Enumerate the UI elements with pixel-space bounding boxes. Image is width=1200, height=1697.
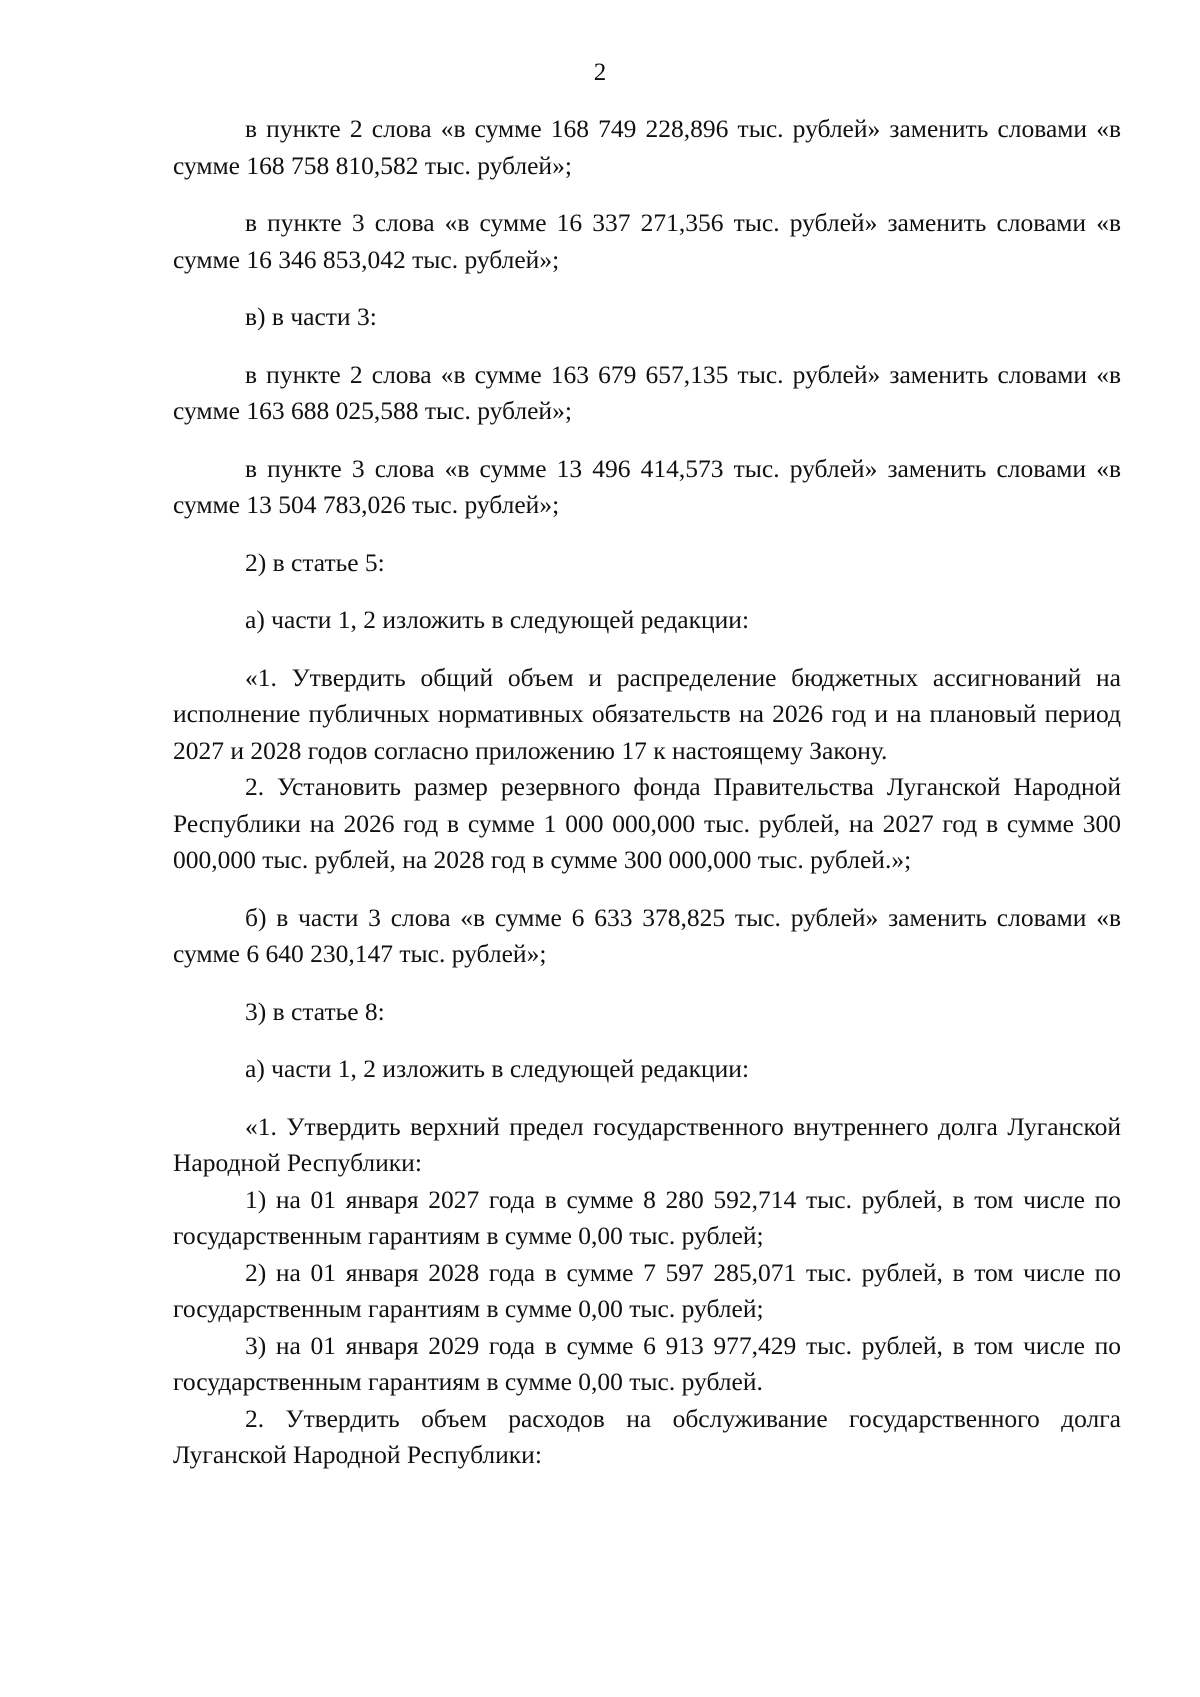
paragraph-amendment-p2-sum: в пункте 2 слова «в сумме 168 749 228,896 тыс. рублей» заменить словами «в сумме 168 758 810,582 тыс. рублей»;: [173, 114, 1121, 180]
paragraph-part3-p2: в пункте 2 слова «в сумме 163 679 657,135 тыс. рублей» заменить словами «в сумме 163 688 025,588 тыс. рублей»;: [173, 359, 1121, 425]
paragraph-debt-limit-2027: 1) на 01 января 2027 года в сумме 8 280 592,714 тыс. рублей, в том числе по государственным гарантиям в сумме 0,00 тыс. рублей;: [173, 1184, 1121, 1250]
paragraph-part3-heading: в) в части 3:: [245, 302, 377, 331]
paragraph-article8-part1: «1. Утвердить верхний предел государственного внутреннего долга Луганской Народной Республики:: [173, 1111, 1121, 1177]
paragraph-article5-a: а) части 1, 2 изложить в следующей редакции:: [245, 605, 750, 634]
paragraph-article5-part2: 2. Установить размер резервного фонда Правительства Луганской Народной Республики на 2026 год в сумме 1 000 000,000 тыс. рублей, на 2027 год в сумме 300 000,000 тыс. рублей, на 2028 год в сумме 300 000,000 тыс. рублей.»;: [173, 772, 1121, 874]
document-body: [173, 111, 1121, 1474]
paragraph-article8-part2: 2. Утвердить объем расходов на обслуживание государственного долга Луганской Народной Республики:: [173, 1403, 1121, 1469]
paragraph-part3-p3: в пункте 3 слова «в сумме 13 496 414,573 тыс. рублей» заменить словами «в сумме 13 504 783,026 тыс. рублей»;: [173, 453, 1121, 519]
page-number: 2: [593, 59, 607, 86]
paragraph-article5-heading: 2) в статье 5:: [245, 547, 385, 577]
paragraph-article5-b: б) в части 3 слова «в сумме 6 633 378,825 тыс. рублей» заменить словами «в сумме 6 640 230,147 тыс. рублей»;: [173, 902, 1121, 968]
paragraph-debt-limit-2028: 2) на 01 января 2028 года в сумме 7 597 285,071 тыс. рублей, в том числе по государственным гарантиям в сумме 0,00 тыс. рублей;: [173, 1257, 1121, 1323]
paragraph-debt-limit-2029: 3) на 01 января 2029 года в сумме 6 913 977,429 тыс. рублей, в том числе по государственным гарантиям в сумме 0,00 тыс. рублей.: [173, 1330, 1121, 1396]
paragraph-amendment-p3-sum: в пункте 3 слова «в сумме 16 337 271,356 тыс. рублей» заменить словами «в сумме 16 346 853,042 тыс. рублей»;: [173, 208, 1121, 274]
paragraph-article5-part1: «1. Утвердить общий объем и распределение бюджетных ассигнований на исполнение публичных нормативных обязательств на 2026 год и на плановый период 2027 и 2028 годов согласно приложению 17 к настоящему Закону.: [173, 662, 1121, 765]
paragraph-article8-a: а) части 1, 2 изложить в следующей редакции:: [245, 1054, 750, 1083]
paragraph-article8-heading: 3) в статье 8:: [245, 996, 385, 1026]
